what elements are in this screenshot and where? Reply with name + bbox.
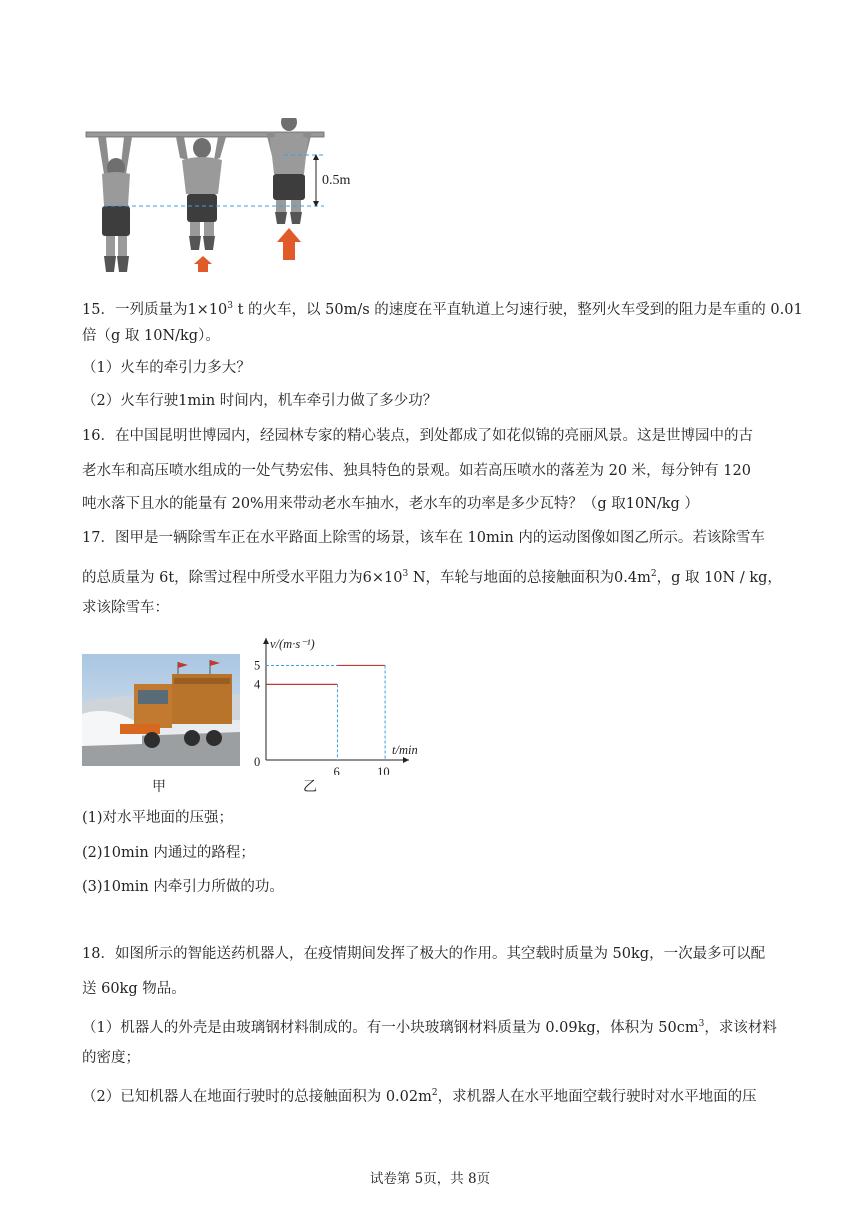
graph-origin: 0 — [254, 755, 261, 769]
q18-line2: 送 60kg 物品。 — [82, 981, 186, 997]
y-tick-4: 4 — [254, 677, 261, 692]
q18-sub2: （2）已知机器人在地面行驶时的总接触面积为 $0.02m^2$，求机器人在水平地面空载行驶时对水平地面的压 — [82, 1088, 757, 1105]
person-half — [176, 137, 226, 272]
q16-line2: 老水车和高压喷水组成的一处气势宏伟、独具特色的景观。如若高压喷水的落差为 20 米，每分钟有 120 — [82, 463, 751, 479]
q17-sub3: (3)10min 内牵引力所做的功。 — [82, 879, 284, 895]
q15-line1: 15．一列质量为$1\times 10^3$ t 的火车，以 50m/s 的速度在平直轨道上匀速行驶，整列火车受到的阻力是车重的 0.01 — [82, 301, 803, 318]
pullup-figure — [84, 118, 374, 278]
x-tick-10: 10 — [377, 765, 390, 775]
height-label: 0.5m — [322, 173, 351, 188]
y-tick-5: 5 — [254, 658, 261, 673]
q16-line3: 吨水落下且水的能量有 20%用来带动老水车抽水，老水车的功率是多少瓦特？（g 取10N/kg ） — [82, 496, 699, 512]
x-axis-arrow — [403, 757, 409, 763]
graph-ylabel: v/(m·s⁻¹) — [270, 637, 315, 651]
q17-sub1: (1)对水平地面的压强； — [82, 810, 234, 826]
x-tick-6: 6 — [333, 765, 340, 775]
q18-sub1-line2: 的密度； — [82, 1050, 140, 1066]
caption-yi: 乙 — [303, 779, 317, 795]
q15-sub1: （1）火车的牵引力多大？ — [82, 360, 251, 376]
person-hanging — [98, 137, 132, 272]
q18-sub1: （1）机器人的外壳是由玻璃钢材料制成的。有一小块玻璃钢材料质量为 0.09kg，体积为 $50cm^3$，求该材料 — [82, 1019, 777, 1036]
q17-line3: 求该除雪车： — [82, 600, 169, 616]
y-axis-arrow — [263, 638, 269, 644]
velocity-time-graph — [244, 630, 434, 775]
q17-line2: 的总质量为 6t，除雪过程中所受水平阻力为$6\times 10^3$ N，车轮与地面的总接触面积为$0.4m^2$，g 取 10N / kg， — [82, 569, 782, 586]
q17-sub2: (2)10min 内通过的路程； — [82, 845, 255, 861]
page-footer: 试卷第 5页，共 8页 — [369, 1171, 491, 1187]
caption-jia: 甲 — [152, 779, 166, 795]
q15-line2: 倍（g 取 10N/kg）。 — [82, 328, 220, 344]
person-top — [266, 118, 312, 260]
q17-line1: 17．图甲是一辆除雪车正在水平路面上除雪的场景，该车在 10min 内的运动图像如图乙所示。若该除雪车 — [82, 530, 765, 546]
q18-line1: 18．如图所示的智能送药机器人，在疫情期间发挥了极大的作用。其空载时质量为 50kg，一次最多可以配 — [82, 946, 766, 962]
snowplow-photo — [82, 654, 240, 766]
q16-line1: 16．在中国昆明世博园内，经园林专家的精心装点，到处都成了如花似锦的亮丽风景。这是世博园中的古 — [82, 428, 753, 444]
graph-xlabel: t/min — [392, 743, 418, 757]
q15-sub2: （2）火车行驶1min 时间内，机车牵引力做了多少功？ — [82, 393, 438, 409]
